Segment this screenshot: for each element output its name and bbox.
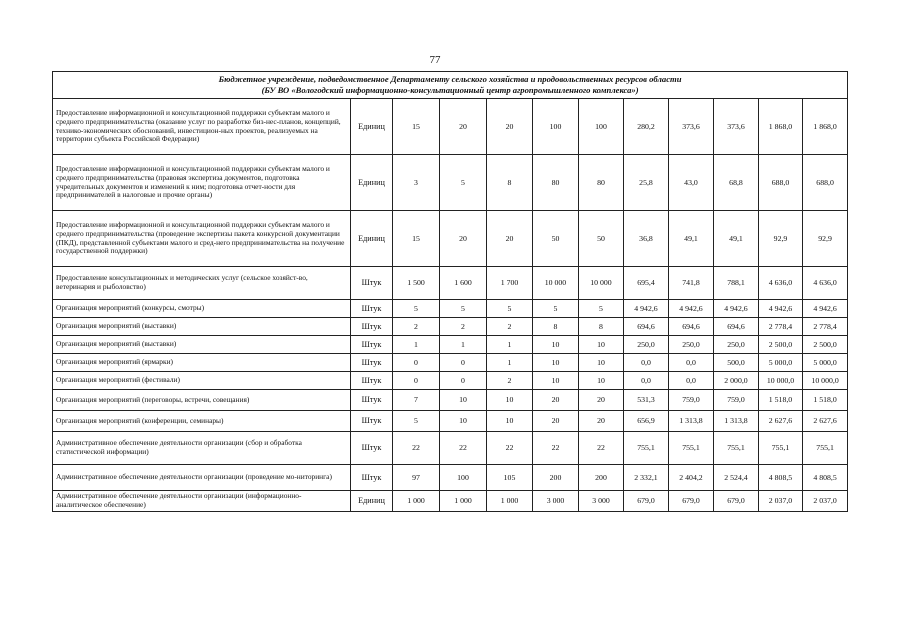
table-row: [53, 411, 848, 432]
row-value-cell: 2: [487, 372, 533, 390]
row-value-cell: 20: [579, 390, 624, 411]
row-value-cell: 2 037,0: [759, 491, 803, 512]
row-value-cell: 100: [579, 99, 624, 155]
row-service-name: Предоставление информационной и консультационной поддержки субъектам малого и среднего предпринимательства (проведение экспертизы пакета конкурсной документации (ПКД), представленной субъектами малого и сред-него предпринимательства на получение государственной поддержки): [53, 211, 351, 267]
table-row: [53, 491, 848, 512]
row-service-name: Организация мероприятий (конкурсы, смотры): [53, 300, 351, 318]
row-unit: Штук: [351, 318, 393, 336]
row-service-name: Административное обеспечение деятельности организации (сбор и обработка статистической информации): [53, 432, 351, 465]
row-value-cell: 755,1: [803, 432, 848, 465]
row-value-cell: 10: [487, 390, 533, 411]
row-service-name: Административное обеспечение деятельности организации (информационно-аналитическое обеспечение): [53, 491, 351, 512]
row-value-cell: 50: [579, 211, 624, 267]
row-value-cell: 0,0: [669, 372, 714, 390]
row-service-name: Организация мероприятий (выставки): [53, 336, 351, 354]
row-service-name: Организация мероприятий (выставки): [53, 318, 351, 336]
row-value-cell: 1 500: [393, 267, 440, 300]
row-value-cell: 68,8: [714, 155, 759, 211]
row-value-cell: 25,8: [624, 155, 669, 211]
row-value-cell: 1 518,0: [803, 390, 848, 411]
row-value-cell: 20: [487, 211, 533, 267]
row-value-cell: 2: [487, 318, 533, 336]
row-service-name: Организация мероприятий (переговоры, встречи, совещания): [53, 390, 351, 411]
row-service-name: Административное обеспечение деятельности организации (проведение мо-ниторинга): [53, 465, 351, 491]
row-service-name: Предоставление консультационных и методических услуг (сельское хозяйст-во, ветеринария и рыболовство): [53, 267, 351, 300]
row-value-cell: 3 000: [533, 491, 579, 512]
row-value-cell: 1 000: [487, 491, 533, 512]
row-value-cell: 0,0: [624, 372, 669, 390]
row-value-cell: 2 037,0: [803, 491, 848, 512]
row-value-cell: 0: [393, 354, 440, 372]
row-value-cell: 5: [579, 300, 624, 318]
row-service-name: Организация мероприятий (ярмарки): [53, 354, 351, 372]
row-unit: Штук: [351, 354, 393, 372]
row-value-cell: 7: [393, 390, 440, 411]
table-row: [53, 354, 848, 372]
row-service-name: Организация мероприятий (конференции, семинары): [53, 411, 351, 432]
row-value-cell: 1 700: [487, 267, 533, 300]
row-value-cell: 8: [533, 318, 579, 336]
row-value-cell: 1 518,0: [759, 390, 803, 411]
row-value-cell: 4 942,6: [669, 300, 714, 318]
row-service-name: Организация мероприятий (фестивали): [53, 372, 351, 390]
row-unit: Штук: [351, 300, 393, 318]
row-value-cell: 3: [393, 155, 440, 211]
row-value-cell: 20: [533, 411, 579, 432]
row-value-cell: 759,0: [669, 390, 714, 411]
row-value-cell: 200: [533, 465, 579, 491]
row-value-cell: 500,0: [714, 354, 759, 372]
row-value-cell: 8: [487, 155, 533, 211]
table-row: [53, 211, 848, 267]
row-value-cell: 20: [440, 211, 487, 267]
page-number: 77: [429, 54, 441, 66]
row-value-cell: 5: [440, 300, 487, 318]
row-value-cell: 4 942,6: [624, 300, 669, 318]
row-value-cell: 2 778,4: [803, 318, 848, 336]
row-value-cell: 755,1: [669, 432, 714, 465]
institution-header: [53, 72, 848, 99]
row-unit: Единиц: [351, 99, 393, 155]
table-row: [53, 336, 848, 354]
row-value-cell: 5 000,0: [803, 354, 848, 372]
row-value-cell: 4 942,6: [714, 300, 759, 318]
row-service-name: Предоставление информационной и консультационной поддержки субъектам малого и среднего предпринимательства (оказание услуг по разработке биз-нес-планов, концепций, технико-экономических обоснований, инвестицион-ных проектов, реализуемых на территории субъекта Российской Федерации): [53, 99, 351, 155]
row-value-cell: 755,1: [714, 432, 759, 465]
table-row: [53, 99, 848, 155]
row-value-cell: 759,0: [714, 390, 759, 411]
row-value-cell: 4 808,5: [803, 465, 848, 491]
row-value-cell: 20: [579, 411, 624, 432]
row-value-cell: 22: [579, 432, 624, 465]
row-value-cell: 694,6: [714, 318, 759, 336]
row-value-cell: 5: [440, 155, 487, 211]
row-value-cell: 694,6: [669, 318, 714, 336]
row-value-cell: 92,9: [803, 211, 848, 267]
institution-header-line1: Бюджетное учреждение, подведомственное Департаменту сельского хозяйства и продовольственных ресурсов области: [218, 74, 682, 85]
row-value-cell: 10: [440, 390, 487, 411]
row-value-cell: 10 000: [533, 267, 579, 300]
row-value-cell: 20: [440, 99, 487, 155]
row-unit: Единиц: [351, 211, 393, 267]
row-value-cell: 10 000,0: [759, 372, 803, 390]
table-row: [53, 390, 848, 411]
row-value-cell: 10 000,0: [803, 372, 848, 390]
row-value-cell: 50: [533, 211, 579, 267]
row-value-cell: 22: [440, 432, 487, 465]
row-value-cell: 80: [579, 155, 624, 211]
row-unit: Штук: [351, 336, 393, 354]
row-value-cell: 373,6: [669, 99, 714, 155]
row-service-name: Предоставление информационной и консультационной поддержки субъектам малого и среднего предпринимательства (правовая экспертиза документов, подготовка учредительных документов и изменений к ним; подготовка отчет-ности для предпринимателей в налоговые и прочие органы): [53, 155, 351, 211]
row-value-cell: 679,0: [714, 491, 759, 512]
row-value-cell: 1 868,0: [803, 99, 848, 155]
row-value-cell: 280,2: [624, 99, 669, 155]
row-value-cell: 10: [579, 354, 624, 372]
institution-header-line2: (БУ ВО «Вологодский информационно-консультационный центр агропромышленного комплекса»): [261, 85, 639, 95]
row-value-cell: 2 500,0: [803, 336, 848, 354]
row-value-cell: 10 000: [579, 267, 624, 300]
row-value-cell: 10: [579, 336, 624, 354]
row-value-cell: 1: [393, 336, 440, 354]
row-value-cell: 1 868,0: [759, 99, 803, 155]
row-value-cell: 2 524,4: [714, 465, 759, 491]
row-value-cell: 92,9: [759, 211, 803, 267]
row-value-cell: 80: [533, 155, 579, 211]
row-value-cell: 49,1: [669, 211, 714, 267]
row-value-cell: 0,0: [624, 354, 669, 372]
row-value-cell: 97: [393, 465, 440, 491]
row-value-cell: 36,8: [624, 211, 669, 267]
table-row: [53, 318, 848, 336]
row-value-cell: 373,6: [714, 99, 759, 155]
row-value-cell: 0: [393, 372, 440, 390]
row-unit: Штук: [351, 267, 393, 300]
row-value-cell: 5: [533, 300, 579, 318]
row-unit: Единиц: [351, 491, 393, 512]
row-value-cell: 2 627,6: [759, 411, 803, 432]
row-value-cell: 5 000,0: [759, 354, 803, 372]
row-unit: Штук: [351, 411, 393, 432]
row-value-cell: 2: [440, 318, 487, 336]
row-value-cell: 8: [579, 318, 624, 336]
row-value-cell: 43,0: [669, 155, 714, 211]
table-row: [53, 267, 848, 300]
row-value-cell: 10: [579, 372, 624, 390]
row-value-cell: 755,1: [624, 432, 669, 465]
row-value-cell: 1 600: [440, 267, 487, 300]
row-value-cell: 250,0: [669, 336, 714, 354]
row-unit: Единиц: [351, 155, 393, 211]
row-value-cell: 22: [487, 432, 533, 465]
row-value-cell: 20: [533, 390, 579, 411]
budget-table: [52, 71, 848, 512]
row-value-cell: 1 313,8: [669, 411, 714, 432]
row-value-cell: 5: [487, 300, 533, 318]
row-value-cell: 22: [533, 432, 579, 465]
table-row: [53, 300, 848, 318]
row-value-cell: 22: [393, 432, 440, 465]
row-value-cell: 0: [440, 372, 487, 390]
row-value-cell: 20: [487, 99, 533, 155]
row-unit: Штук: [351, 390, 393, 411]
row-value-cell: 2 000,0: [714, 372, 759, 390]
row-value-cell: 2: [393, 318, 440, 336]
row-value-cell: 200: [579, 465, 624, 491]
row-value-cell: 4 636,0: [803, 267, 848, 300]
row-value-cell: 3 000: [579, 491, 624, 512]
row-value-cell: 688,0: [759, 155, 803, 211]
row-value-cell: 5: [393, 411, 440, 432]
table-row: [53, 155, 848, 211]
row-value-cell: 679,0: [669, 491, 714, 512]
row-unit: Штук: [351, 372, 393, 390]
row-value-cell: 2 778,4: [759, 318, 803, 336]
row-value-cell: 688,0: [803, 155, 848, 211]
row-unit: Штук: [351, 465, 393, 491]
row-value-cell: 1: [487, 354, 533, 372]
row-value-cell: 10: [533, 372, 579, 390]
table-row: [53, 465, 848, 491]
row-value-cell: 788,1: [714, 267, 759, 300]
row-value-cell: 694,6: [624, 318, 669, 336]
row-value-cell: 10: [440, 411, 487, 432]
row-value-cell: 5: [393, 300, 440, 318]
table-row: [53, 432, 848, 465]
row-value-cell: 4 942,6: [803, 300, 848, 318]
row-value-cell: 0,0: [669, 354, 714, 372]
row-value-cell: 10: [533, 354, 579, 372]
row-value-cell: 15: [393, 99, 440, 155]
row-value-cell: 1 000: [440, 491, 487, 512]
row-value-cell: 2 332,1: [624, 465, 669, 491]
row-value-cell: 4 942,6: [759, 300, 803, 318]
row-value-cell: 4 808,5: [759, 465, 803, 491]
row-value-cell: 10: [533, 336, 579, 354]
row-value-cell: 741,8: [669, 267, 714, 300]
row-value-cell: 2 404,2: [669, 465, 714, 491]
row-value-cell: 4 636,0: [759, 267, 803, 300]
row-value-cell: 1 000: [393, 491, 440, 512]
row-value-cell: 0: [440, 354, 487, 372]
row-unit: Штук: [351, 432, 393, 465]
row-value-cell: 755,1: [759, 432, 803, 465]
row-value-cell: 100: [440, 465, 487, 491]
row-value-cell: 1: [487, 336, 533, 354]
row-value-cell: 100: [533, 99, 579, 155]
table-row: [53, 372, 848, 390]
row-value-cell: 695,4: [624, 267, 669, 300]
row-value-cell: 2 500,0: [759, 336, 803, 354]
row-value-cell: 656,9: [624, 411, 669, 432]
row-value-cell: 2 627,6: [803, 411, 848, 432]
row-value-cell: 531,3: [624, 390, 669, 411]
row-value-cell: 1: [440, 336, 487, 354]
row-value-cell: 250,0: [624, 336, 669, 354]
row-value-cell: 15: [393, 211, 440, 267]
row-value-cell: 49,1: [714, 211, 759, 267]
row-value-cell: 10: [487, 411, 533, 432]
table-header-row: [53, 72, 848, 99]
row-value-cell: 679,0: [624, 491, 669, 512]
row-value-cell: 250,0: [714, 336, 759, 354]
row-value-cell: 105: [487, 465, 533, 491]
row-value-cell: 1 313,8: [714, 411, 759, 432]
